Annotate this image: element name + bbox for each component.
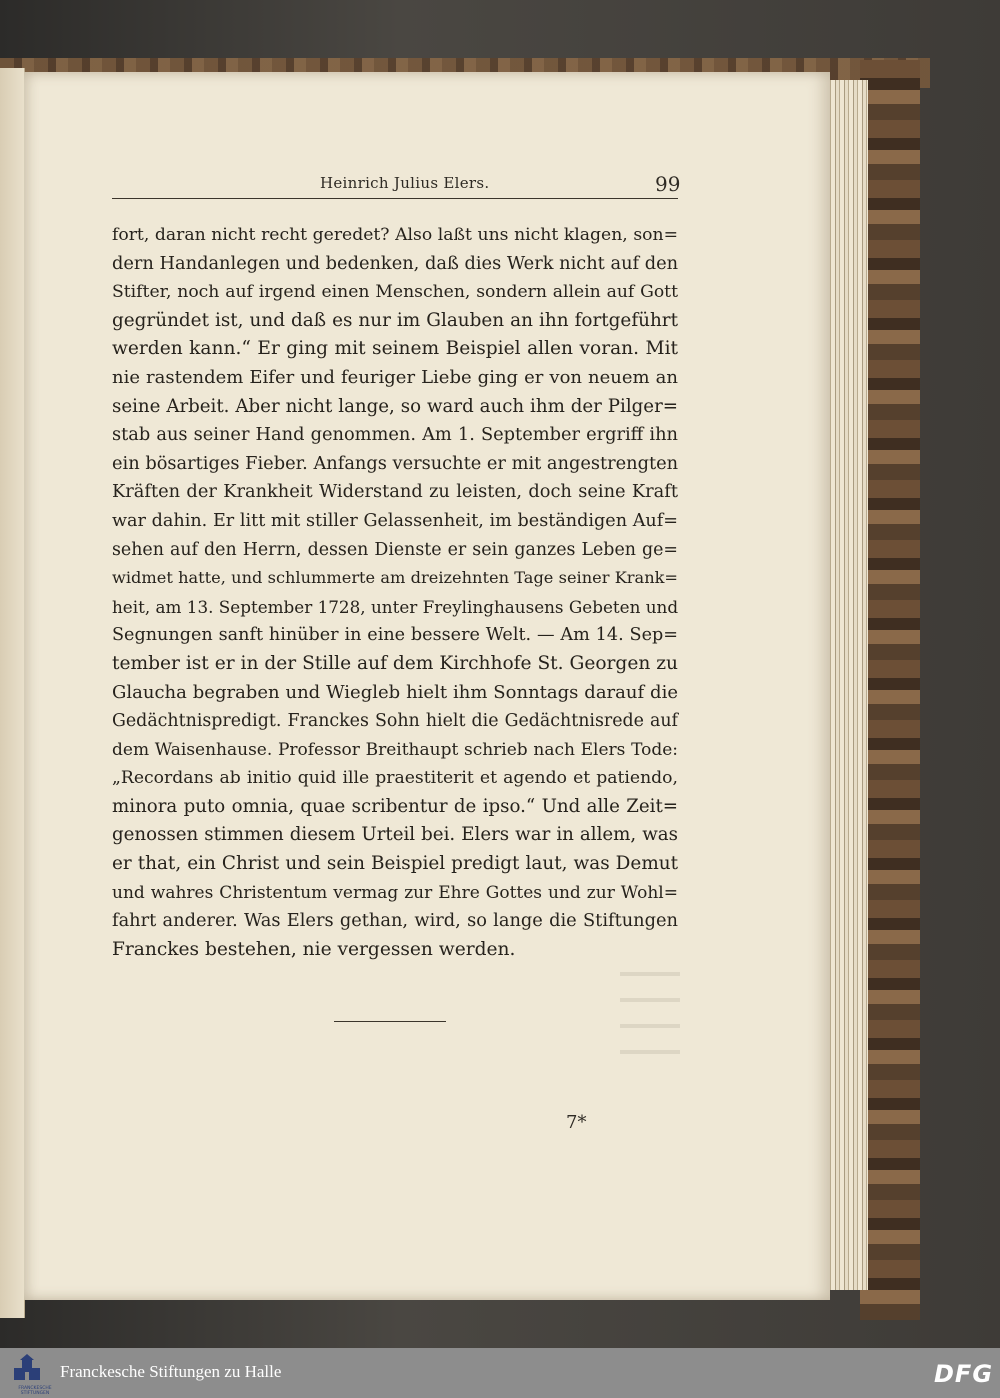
book-cover-right-edge	[860, 60, 920, 1320]
body-text	[112, 221, 678, 964]
text-line: tember ist er in der Stille auf dem Kirchhofe St. Georgen zu	[112, 652, 678, 674]
text-line: sehen auf den Herrn, dessen Dienste er sein ganzes Leben ge=	[112, 539, 678, 560]
text-line: Gedächtnispredigt. Franckes Sohn hielt die Gedächtnisrede auf	[112, 711, 678, 732]
logo-label: FRANCKESCHE STIFTUNGEN	[18, 1386, 52, 1396]
printer-signature-mark: 7*	[566, 1112, 587, 1133]
text-line: stab aus seiner Hand genommen. Am 1. September ergriff ihn	[112, 424, 678, 446]
header-rule	[112, 198, 678, 199]
section-end-rule	[334, 1021, 446, 1022]
text-line: werden kann.“ Er ging mit seinem Beispiel allen voran. Mit	[112, 338, 678, 360]
running-head: Heinrich Julius Elers.	[320, 174, 490, 192]
facing-page-edge	[0, 68, 25, 1318]
text-line: widmet hatte, und schlummerte am dreizehnten Tage seiner Krank=	[112, 568, 678, 588]
text-line: Kräften der Krankheit Widerstand zu leisten, doch seine Kraft	[112, 481, 678, 503]
text-line: dem Waisenhause. Professor Breithaupt schrieb nach Elers Tode:	[112, 739, 678, 760]
text-line: er that, ein Christ und sein Beispiel predigt laut, was Demut	[112, 853, 678, 875]
text-line: heit, am 13. September 1728, unter Freylinghausens Gebeten und	[112, 596, 679, 617]
text-line: gegründet ist, und daß es nur im Glauben an ihn fortgeführt	[112, 309, 678, 331]
text-line: Franckes bestehen, nie vergessen werden.	[112, 938, 516, 960]
text-line: seine Arbeit. Aber nicht lange, so ward auch ihm der Pilger=	[112, 395, 678, 417]
text-line: nie rastendem Eifer und feuriger Liebe ging er von neuem an	[112, 366, 678, 388]
text-line: ein bösartiges Fieber. Anfangs versuchte er mit angestrengten	[112, 452, 679, 474]
text-line: Stifter, noch auf irgend einen Menschen, sondern allein auf Gott	[112, 282, 678, 303]
text-line: „Recordans ab initio quid ille praestiterit et agendo et patiendo,	[112, 768, 678, 789]
dfg-logo: DFG	[934, 1360, 994, 1388]
viewer-footer-bar	[0, 1348, 1000, 1398]
text-line: und wahres Christentum vermag zur Ehre Gottes und zur Wohl=	[112, 882, 678, 903]
text-line: dern Handanlegen und bedenken, daß dies Werk nicht auf den	[112, 252, 679, 274]
text-line: fahrt anderer. Was Elers gethan, wird, so lange die Stiftungen	[112, 910, 678, 932]
text-line: war dahin. Er litt mit stiller Gelassenheit, im beständigen Auf=	[112, 510, 678, 531]
institution-logo	[8, 1354, 52, 1396]
page-number: 99	[655, 172, 681, 196]
footer-title: Franckesche Stiftungen zu Halle	[60, 1362, 282, 1381]
text-line: Glaucha begraben und Wiegleb hielt ihm Sonntags darauf die	[112, 681, 678, 703]
text-line: genossen stimmen diesem Urteil bei. Elers war in allem, was	[112, 824, 678, 846]
text-line: fort, daran nicht recht geredet? Also laßt uns nicht klagen, son=	[112, 225, 678, 245]
show-through-text	[620, 950, 680, 1060]
text-line: Segnungen sanft hinüber in eine bessere Welt. — Am 14. Sep=	[112, 625, 678, 646]
text-line: minora puto omnia, quae scribentur de ipso.“ Und alle Zeit=	[112, 795, 678, 817]
building-icon	[8, 1354, 46, 1384]
